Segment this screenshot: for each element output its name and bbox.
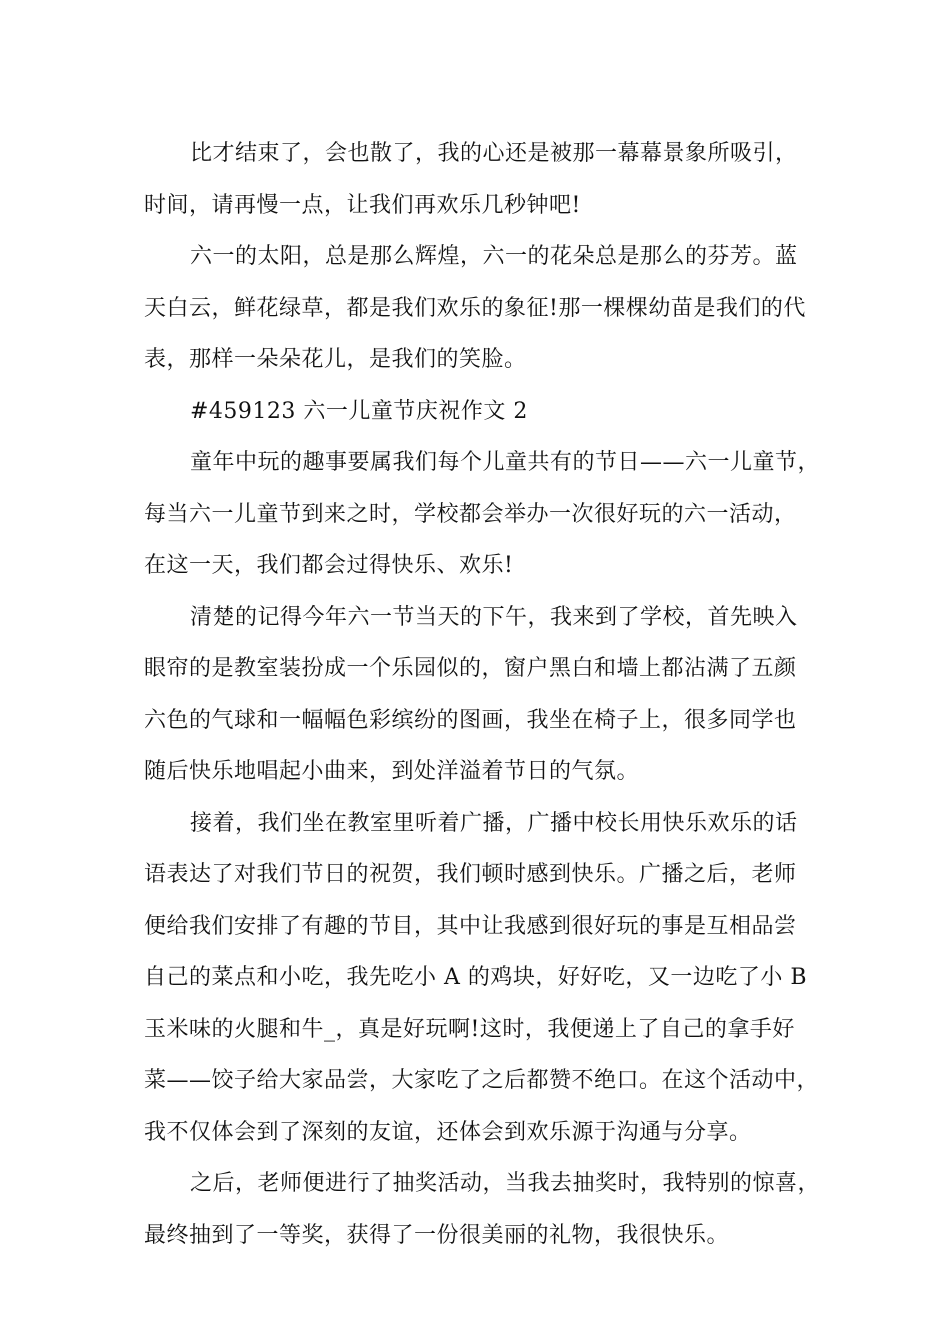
paragraph-line: 六一的太阳，总是那么辉煌，六一的花朵总是那么的芬芳。蓝 bbox=[190, 244, 798, 269]
paragraph-line: 我不仅体会到了深刻的友谊，还体会到欢乐源于沟通与分享。 bbox=[144, 1119, 752, 1145]
paragraph-line: 清楚的记得今年六一节当天的下午，我来到了学校，首先映入 bbox=[190, 604, 798, 630]
paragraph-line: 便给我们安排了有趣的节目，其中让我感到很好玩的事是互相品尝 bbox=[144, 913, 797, 939]
paragraph-line: 接着，我们坐在教室里听着广播，广播中校长用快乐欢乐的话 bbox=[190, 810, 798, 836]
paragraph-line: 童年中玩的趣事要属我们每个儿童共有的节日——六一儿童节， bbox=[190, 450, 821, 475]
paragraph-line: 自己的菜点和小吃，我先吃小 A 的鸡块，好好吃，又一边吃了小 B bbox=[144, 965, 808, 990]
paragraph-line: 语表达了对我们节日的祝贺，我们顿时感到快乐。广播之后，老师 bbox=[144, 862, 797, 887]
paragraph-line: 眼帘的是教室装扮成一个乐园似的，窗户黑白和墙上都沾满了五颜 bbox=[144, 656, 797, 681]
section-heading: #459123 六一儿童节庆祝作文 2 bbox=[190, 398, 528, 424]
paragraph-line: 时间，请再慢一点，让我们再欢乐几秒钟吧! bbox=[144, 192, 581, 218]
paragraph-line: 随后快乐地唱起小曲来，到处洋溢着节日的气氛。 bbox=[144, 759, 640, 784]
paragraph-line: 比才结束了，会也散了，我的心还是被那一幕幕景象所吸引， bbox=[190, 141, 798, 166]
paragraph-line: 表，那样一朵朵花儿，是我们的笑脸。 bbox=[144, 347, 527, 372]
paragraph-line: 玉米味的火腿和牛_，真是好玩啊!这时，我便递上了自己的拿手好 bbox=[144, 1016, 795, 1042]
paragraph-line: 菜——饺子给大家品尝，大家吃了之后都赞不绝口。在这个活动中， bbox=[144, 1068, 820, 1093]
paragraph-line: 天白云，鲜花绿草，都是我们欢乐的象征!那一棵棵幼苗是我们的代 bbox=[144, 295, 806, 321]
paragraph-line: 每当六一儿童节到来之时，学校都会举办一次很好玩的六一活动， bbox=[144, 501, 797, 527]
document-body bbox=[144, 128, 834, 1261]
paragraph-line: 最终抽到了一等奖，获得了一份很美丽的礼物，我很快乐。 bbox=[144, 1222, 730, 1248]
paragraph-line: 六色的气球和一幅幅色彩缤纷的图画，我坐在椅子上，很多同学也 bbox=[144, 707, 797, 733]
paragraph-line: 在这一天，我们都会过得快乐、欢乐! bbox=[144, 553, 514, 578]
paragraph-line: 之后，老师便进行了抽奖活动，当我去抽奖时，我特别的惊喜， bbox=[190, 1171, 821, 1196]
